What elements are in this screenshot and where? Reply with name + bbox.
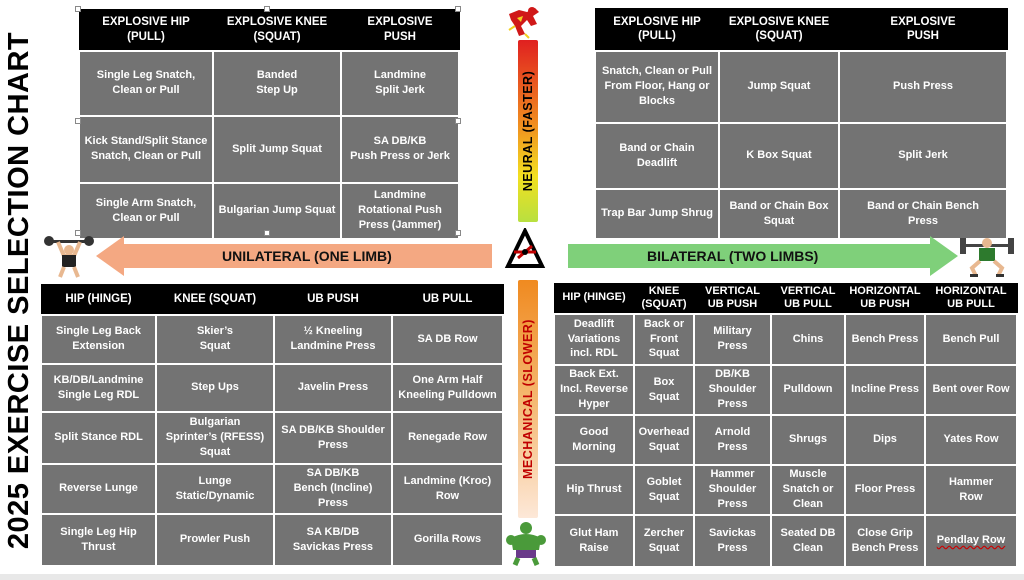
exercise-cell[interactable] <box>554 515 634 567</box>
selection-handle[interactable] <box>455 118 461 124</box>
column-header <box>634 284 694 314</box>
table-row <box>41 464 503 514</box>
column-header-label: EXPLOSIVE PUSH <box>367 16 433 43</box>
column-header-label: EXPLOSIVE HIP (PULL) <box>102 16 190 43</box>
exercise-cell[interactable] <box>213 116 341 183</box>
exercise-cell[interactable] <box>694 465 771 515</box>
exercise-cell[interactable] <box>274 412 392 464</box>
column-header-label: HORIZONTAL UB PUSH <box>849 284 921 311</box>
selection-handle[interactable] <box>75 118 81 124</box>
exercise-label: Bulgarian Sprinter’s (RFESS) Squat <box>165 416 265 458</box>
exercise-label: Lunge Static/Dynamic <box>175 474 255 502</box>
exercise-label: Band or Chain Box Squat <box>729 199 829 227</box>
unilateral-label: UNILATERAL (ONE LIMB) <box>222 248 392 264</box>
hulk-figure-icon <box>505 520 547 566</box>
exercise-label: Single Leg Hip Thrust <box>60 525 137 553</box>
exercise-label: Gorilla Rows <box>413 533 482 546</box>
table-row <box>554 314 1017 365</box>
exercise-label: Landmine Rotational Push Press (Jammer) <box>358 189 442 231</box>
exercise-cell[interactable] <box>694 415 771 465</box>
selection-handle[interactable] <box>455 6 461 12</box>
exercise-cell[interactable] <box>771 365 845 415</box>
exercise-cell[interactable] <box>845 314 925 365</box>
exercise-label: SA DB/KB Bench (Incline) Press <box>293 467 373 509</box>
exercise-label: Push Press <box>893 80 953 93</box>
exercise-label: Pulldown <box>783 383 833 396</box>
exercise-label: Chins <box>792 332 824 345</box>
exercise-label: Incline Press <box>851 383 919 396</box>
exercise-cell[interactable] <box>595 51 719 123</box>
column-header <box>341 10 459 51</box>
exercise-label: Seated DB Clean <box>780 526 836 554</box>
column-header <box>213 10 341 51</box>
exercise-label: ½ Kneeling Landmine Press <box>290 325 376 352</box>
exercise-cell[interactable] <box>156 412 274 464</box>
exercise-cell[interactable] <box>925 415 1017 465</box>
exercise-cell[interactable] <box>634 365 694 415</box>
column-header-label: EXPLOSIVE HIP (PULL) <box>613 15 701 43</box>
exercise-cell[interactable] <box>274 464 392 514</box>
exercise-label: Hip Thrust <box>566 483 622 496</box>
column-header <box>156 285 274 315</box>
column-header-label: EXPLOSIVE PUSH <box>890 15 956 43</box>
exercise-cell[interactable] <box>392 464 503 514</box>
column-header <box>41 285 156 315</box>
exercise-label: Yates Row <box>943 433 999 446</box>
exercise-cell[interactable] <box>634 314 694 365</box>
exercise-cell[interactable] <box>694 515 771 567</box>
column-header-label: VERTICAL UB PUSH <box>705 284 760 311</box>
exercise-cell[interactable] <box>771 515 845 567</box>
exercise-label: Hammer Shoulder Press <box>708 468 757 510</box>
table-row <box>41 412 503 464</box>
table-row <box>554 465 1017 515</box>
exercise-label: Bench Pull <box>942 332 1000 345</box>
exercise-label: SA KB/DB Savickas Press <box>292 525 374 553</box>
exercise-label: Snatch, Clean or Pull From Floor, Hang or Blocks <box>601 65 713 107</box>
exercise-cell[interactable] <box>79 116 213 183</box>
exercise-label: Split Jerk <box>898 149 948 162</box>
exercise-cell[interactable] <box>845 515 925 567</box>
exercise-label: Kick Stand/Split Stance Snatch, Clean or Pull <box>84 135 208 162</box>
column-header-label: EXPLOSIVE KNEE (SQUAT) <box>226 16 328 43</box>
exercise-cell[interactable] <box>392 412 503 464</box>
exercise-label: Javelin Press <box>297 381 369 394</box>
table-row <box>41 364 503 412</box>
exercise-label: K Box Squat <box>746 149 812 162</box>
selection-handle[interactable] <box>75 6 81 12</box>
column-header-label: HORIZONTAL UB PULL <box>935 284 1007 311</box>
exercise-label: Skier’s Squat <box>196 325 234 352</box>
exercise-cell[interactable] <box>694 314 771 365</box>
exercise-label: Back Ext. Incl. Reverse Hyper <box>560 368 628 410</box>
exercise-label: Single Leg Back Extension <box>56 325 141 352</box>
exercise-label: Bulgarian Jump Squat <box>218 204 336 217</box>
column-header-label: VERTICAL UB PULL <box>780 284 836 311</box>
exercise-cell[interactable] <box>274 364 392 412</box>
unilateral-mechanical-table <box>40 284 504 567</box>
exercise-label: Good Morning <box>572 425 616 453</box>
speedster-hero-icon <box>505 4 545 42</box>
exercise-label: Pendlay Row <box>936 534 1006 547</box>
exercise-cell[interactable] <box>274 514 392 566</box>
neural-label: NEURAL (FASTER) <box>521 70 535 192</box>
exercise-label: Bent over Row <box>932 383 1010 396</box>
exercise-cell[interactable] <box>719 123 839 189</box>
exercise-label: Back or Front Squat <box>643 317 685 360</box>
exercise-cell[interactable] <box>156 315 274 364</box>
exercise-cell[interactable] <box>771 314 845 365</box>
bilateral-explosive-table <box>594 8 1008 240</box>
table-header-row <box>554 284 1017 314</box>
column-header <box>839 9 1007 51</box>
exercise-cell[interactable] <box>392 514 503 566</box>
exercise-cell[interactable] <box>41 412 156 464</box>
exercise-cell[interactable] <box>719 189 839 239</box>
exercise-cell[interactable] <box>213 51 341 116</box>
exercise-label: Dips <box>873 433 897 446</box>
exercise-cell[interactable] <box>925 365 1017 415</box>
exercise-cell[interactable] <box>719 51 839 123</box>
exercise-cell[interactable] <box>839 51 1007 123</box>
exercise-cell[interactable] <box>79 183 213 239</box>
table-row <box>595 123 1007 189</box>
exercise-cell[interactable] <box>392 364 503 412</box>
exercise-cell[interactable] <box>634 515 694 567</box>
column-header <box>694 284 771 314</box>
exercise-cell[interactable] <box>771 415 845 465</box>
exercise-cell[interactable] <box>771 465 845 515</box>
column-header-label: EXPLOSIVE KNEE (SQUAT) <box>728 15 830 43</box>
exercise-cell[interactable] <box>839 123 1007 189</box>
exercise-label: Split Stance RDL <box>54 431 143 444</box>
exercise-label: Shrugs <box>789 433 827 446</box>
exercise-cell[interactable] <box>341 116 459 183</box>
exercise-label: Arnold Press <box>714 425 751 453</box>
exercise-cell[interactable] <box>341 51 459 116</box>
table-row <box>41 315 503 364</box>
exercise-cell[interactable] <box>845 465 925 515</box>
exercise-label: SA DB/KB Shoulder Press <box>281 423 385 451</box>
exercise-cell[interactable] <box>41 464 156 514</box>
table-row <box>79 116 459 183</box>
exercise-label: Hammer Row <box>948 475 994 503</box>
exercise-cell[interactable] <box>156 464 274 514</box>
exercise-cell[interactable] <box>341 183 459 239</box>
column-header-label: UB PULL <box>422 293 473 306</box>
exercise-cell[interactable] <box>845 365 925 415</box>
table-row <box>595 51 1007 123</box>
column-header-label: HIP (HINGE) <box>562 291 626 304</box>
mechanical-label: MECHANICAL (SLOWER) <box>521 319 536 479</box>
exercise-cell[interactable] <box>694 365 771 415</box>
exercise-label: Band or Chain Deadlift <box>619 141 695 169</box>
powerlifter-squat-icon <box>958 234 1016 278</box>
exercise-label: Single Leg Snatch, Clean or Pull <box>96 69 196 96</box>
exercise-label: Trap Bar Jump Shrug <box>601 207 713 220</box>
exercise-label: Close Grip Bench Press <box>851 526 919 554</box>
exercise-cell[interactable] <box>595 189 719 239</box>
exercise-cell[interactable] <box>274 315 392 364</box>
exercise-cell[interactable] <box>156 514 274 566</box>
exercise-label: Overhead Squat <box>638 425 690 453</box>
exercise-cell[interactable] <box>925 314 1017 365</box>
table-row <box>554 365 1017 415</box>
column-header <box>719 9 839 51</box>
exercise-label: Deadlift Variations incl. RDL <box>567 317 621 360</box>
table-row <box>554 415 1017 465</box>
exercise-label: Savickas Press <box>708 526 757 554</box>
strongman-dumbbell-icon <box>44 234 94 278</box>
exercise-label: Renegade Row <box>408 431 487 444</box>
exercise-label: SA DB/KB Push Press or Jerk <box>350 135 450 162</box>
exercise-cell[interactable] <box>554 465 634 515</box>
chart-title: 2025 EXERCISE SELECTION CHART <box>3 31 36 549</box>
column-header <box>925 284 1017 314</box>
exercise-cell[interactable] <box>41 315 156 364</box>
table-header-row <box>41 285 503 315</box>
center-logo-icon <box>504 228 546 272</box>
column-header <box>845 284 925 314</box>
exercise-label: Landmine (Kroc) Row <box>403 474 492 502</box>
exercise-cell[interactable] <box>79 51 213 116</box>
exercise-cell[interactable] <box>156 364 274 412</box>
exercise-cell[interactable] <box>554 365 634 415</box>
exercise-label: Floor Press <box>854 483 916 496</box>
exercise-label: DB/KB Shoulder Press <box>708 368 757 410</box>
exercise-label: Military Press <box>713 325 752 352</box>
exercise-cell[interactable] <box>634 465 694 515</box>
exercise-label: KB/DB/Landmine Single Leg RDL <box>53 373 144 401</box>
bilateral-label: BILATERAL (TWO LIMBS) <box>647 248 819 264</box>
table-row <box>554 515 1017 567</box>
column-header <box>274 285 392 315</box>
column-header <box>554 284 634 314</box>
column-header-label: KNEE (SQUAT) <box>641 284 687 311</box>
chart-title-container <box>0 0 40 580</box>
exercise-cell[interactable] <box>554 415 634 465</box>
unilateral-explosive-table <box>78 9 460 240</box>
exercise-label: Prowler Push <box>179 533 251 546</box>
exercise-label: Band or Chain Bench Press <box>867 199 979 227</box>
exercise-label: Single Arm Snatch, Clean or Pull <box>95 196 197 224</box>
exercise-label: Zercher Squat <box>643 526 685 554</box>
table-row <box>41 514 503 566</box>
exercise-label: Box Squat <box>648 375 680 403</box>
exercise-cell[interactable] <box>925 465 1017 515</box>
exercise-cell[interactable] <box>41 364 156 412</box>
column-header <box>595 9 719 51</box>
column-header <box>771 284 845 314</box>
exercise-cell[interactable] <box>925 515 1017 567</box>
exercise-label: Step Ups <box>191 381 239 394</box>
exercise-label: Reverse Lunge <box>59 482 138 495</box>
exercise-cell[interactable] <box>392 315 503 364</box>
exercise-label: Split Jump Squat <box>232 142 322 155</box>
exercise-label: One Arm Half Kneeling Pulldown <box>398 373 497 401</box>
exercise-label: Banded Step Up <box>256 69 298 96</box>
exercise-label: Landmine Split Jerk <box>374 69 426 96</box>
exercise-label: Glut Ham Raise <box>569 526 619 554</box>
exercise-cell[interactable] <box>554 314 634 365</box>
exercise-label: Goblet Squat <box>646 475 682 503</box>
bilateral-mechanical-table <box>553 283 1018 568</box>
table-row <box>595 189 1007 239</box>
column-header-label: KNEE (SQUAT) <box>173 293 257 306</box>
neural-bar <box>518 40 538 222</box>
table-header-row <box>595 9 1007 51</box>
page-footer-strip <box>0 574 1024 580</box>
exercise-cell[interactable] <box>41 514 156 566</box>
exercise-cell[interactable] <box>213 183 341 239</box>
mechanical-bar <box>518 280 538 518</box>
exercise-label: SA DB Row <box>417 332 478 345</box>
exercise-label: Muscle Snatch or Clean <box>782 468 834 510</box>
column-header-label: UB PUSH <box>307 293 359 306</box>
table-row <box>79 51 459 116</box>
exercise-cell[interactable] <box>634 415 694 465</box>
column-header <box>79 10 213 51</box>
column-header <box>392 285 503 315</box>
exercise-cell[interactable] <box>839 189 1007 239</box>
exercise-label: Bench Press <box>851 332 919 345</box>
selection-handle[interactable] <box>264 6 270 12</box>
exercise-label: Jump Squat <box>747 80 811 93</box>
exercise-cell[interactable] <box>845 415 925 465</box>
column-header-label: HIP (HINGE) <box>65 293 132 306</box>
exercise-cell[interactable] <box>595 123 719 189</box>
table-header-row <box>79 10 459 51</box>
